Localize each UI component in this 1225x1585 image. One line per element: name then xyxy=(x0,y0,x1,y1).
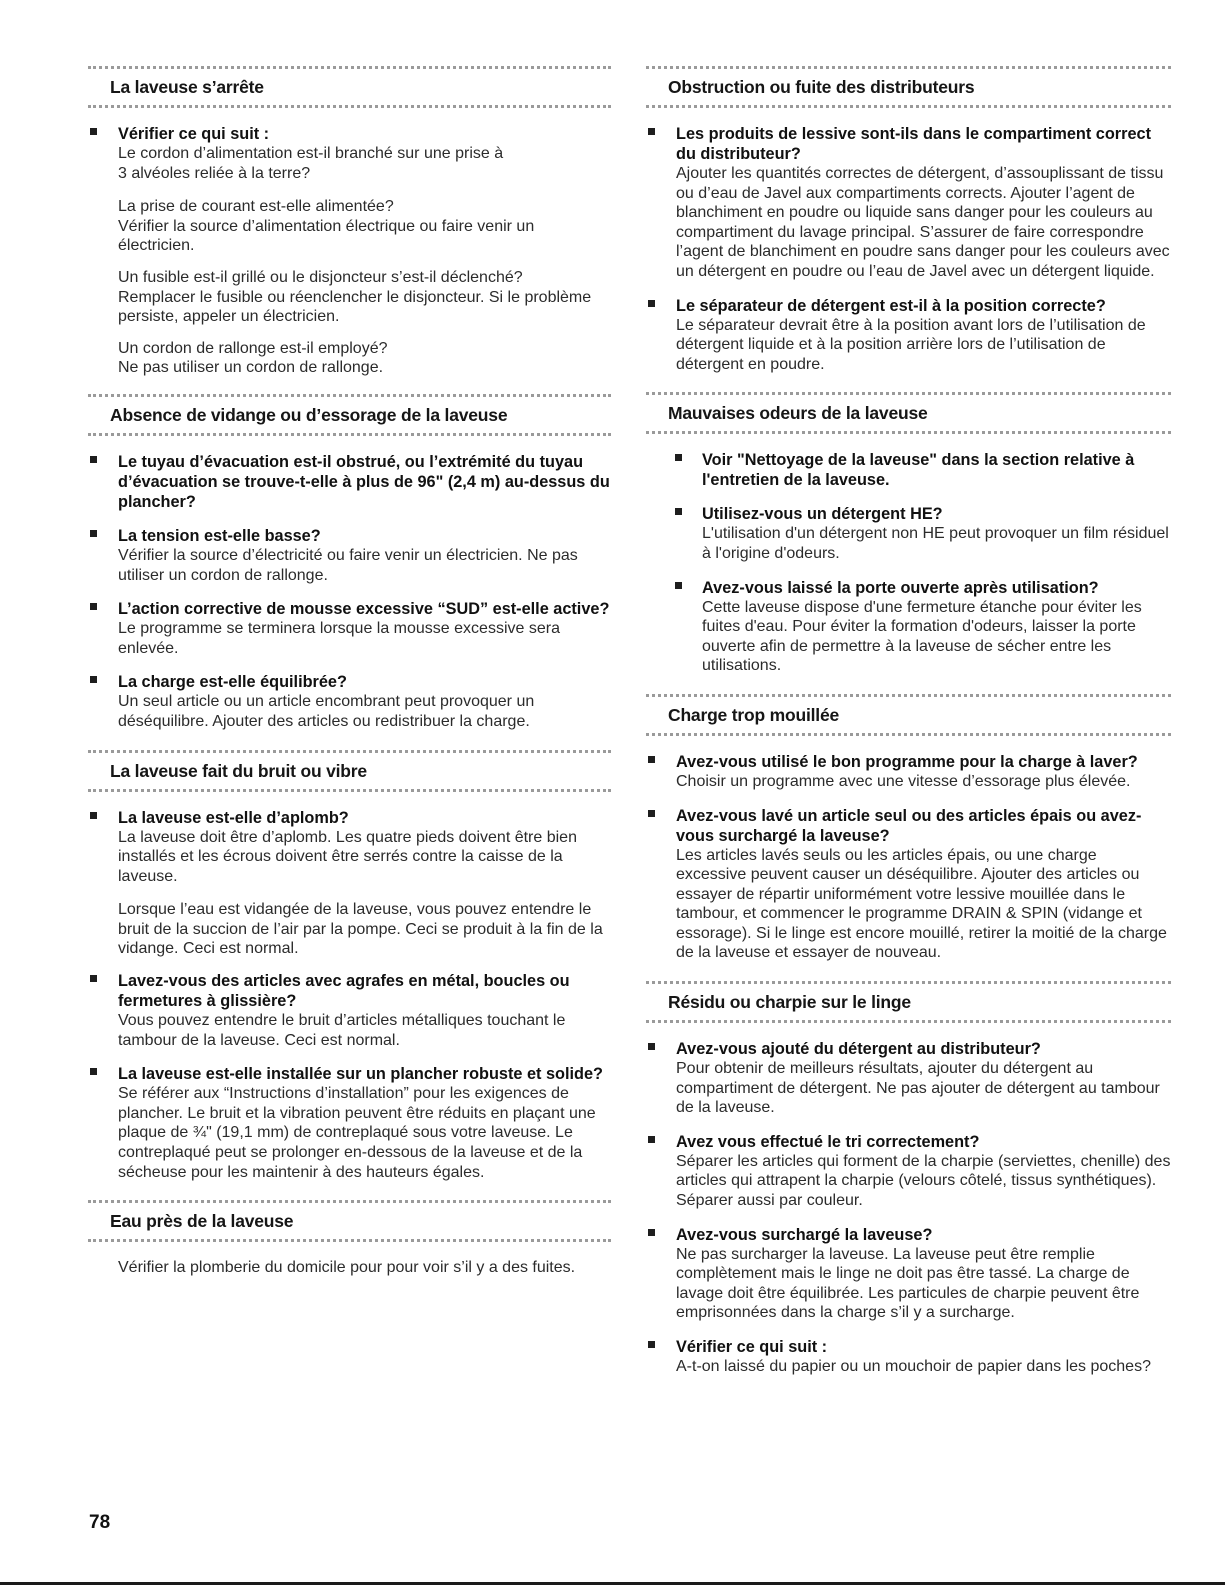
section-heading: Résidu ou charpie sur le linge xyxy=(646,981,1171,1023)
section-odors xyxy=(646,392,1171,676)
list-item xyxy=(88,971,611,1050)
section-washer-stops xyxy=(88,66,611,378)
list-item xyxy=(646,1337,1171,1377)
bullet-icon xyxy=(90,676,97,683)
bullet-icon xyxy=(90,530,97,537)
question: Voir "Nettoyage de la laveuse" dans la section relative à l'entretien de la laveuse. xyxy=(702,451,1135,490)
question: Vérifier ce qui suit : xyxy=(676,1338,828,1356)
bullet-icon xyxy=(648,128,655,135)
question: L’action corrective de mousse excessive “SUD” est-elle active? xyxy=(118,600,610,619)
answer: Le séparateur devrait être à la position avant lors de l’utilisation de détergent liquide et à la position arrière lors de l’utilisation de détergent en poudre. xyxy=(676,316,1146,373)
section-no-drain xyxy=(88,394,611,732)
answer: Ne pas surcharger la laveuse. La laveuse peut être remplie complètement mais le linge ne doit pas être tassé. La charge de lavage doit être équilibrée. Les particules de charpie peuvent être emprisonnées dans la charge s’il y a surcharge. xyxy=(676,1245,1140,1322)
list-item xyxy=(88,672,611,731)
question: La tension est-elle basse? xyxy=(118,526,321,545)
question: Avez-vous ajouté du détergent au distributeur? xyxy=(676,1040,1041,1059)
list-item xyxy=(646,1132,1171,1211)
answer: Choisir un programme avec une vitesse d’essorage plus élevée. xyxy=(676,772,1131,790)
list-item xyxy=(88,124,611,183)
bullet-icon xyxy=(90,1068,97,1075)
answer: Un seul article ou un article encombrant peut provoquer un déséquilibre. Ajouter des articles ou redistribuer la charge. xyxy=(118,693,535,730)
question: Avez-vous lavé un article seul ou des articles épais ou avez-vous surchargé la laveuse? xyxy=(676,806,1142,845)
paragraph: Un cordon de rallonge est-il employé? Ne pas utiliser un cordon de rallonge. xyxy=(118,339,388,377)
section-heading: La laveuse s’arrête xyxy=(88,66,611,108)
list-item xyxy=(646,1225,1171,1323)
list-item xyxy=(88,808,611,887)
list-item xyxy=(646,578,1171,676)
bullet-icon xyxy=(675,582,682,589)
list-item xyxy=(646,450,1171,490)
list-item xyxy=(88,452,611,512)
section-noise xyxy=(88,750,611,1183)
bullet-icon xyxy=(648,1136,655,1143)
list-item xyxy=(88,526,611,585)
paragraph: Un fusible est-il grillé ou le disjoncteur s’est-il déclenché? Remplacer le fusible ou réenclencher le disjoncteur. Si le problème persiste, appeler un électricien. xyxy=(118,268,592,326)
question: Les produits de lessive sont-ils dans le compartiment correct du distributeur? xyxy=(676,125,1152,163)
question: Avez-vous utilisé le bon programme pour la charge à laver? xyxy=(676,752,1138,771)
question: Avez-vous laissé la porte ouverte après utilisation? xyxy=(702,578,1099,597)
section-heading: Absence de vidange ou d’essorage de la laveuse xyxy=(88,394,611,436)
bullet-icon xyxy=(90,975,97,982)
answer: L'utilisation d'un détergent non HE peut provoquer un film résiduel à l'origine d'odeurs. xyxy=(702,525,1169,562)
section-heading: La laveuse fait du bruit ou vibre xyxy=(88,750,611,792)
bullet-icon xyxy=(90,128,97,135)
answer: La laveuse doit être d’aplomb. Les quatre pieds doivent être bien installés et les écrous doivent être serrés contre la caisse de la laveuse. xyxy=(118,828,577,885)
answer: Les articles lavés seuls ou les articles épais, ou une charge excessive peuvent causer un déséquilibre. Ajouter des articles ou essayer de répartir uniformément votre lessive mouillée dans le tambour, et commencer le programme DRAIN & SPIN (vidange et essorage). Si le linge est encore mouillé, retirer la moitié de la charge de la laveuse et essayer de nouveau. xyxy=(676,846,1167,962)
answer: Se référer aux “Instructions d’installation” pour les exigences de plancher. Le bruit et la vibration peuvent être réduits en plaçant une plaque de ¾" (19,1 mm) de contreplaqué sous votre laveuse. Le contreplaqué peut se prolonger en-dessous de la laveuse et de la sécheuse pour les maintenir à des hauteurs égales. xyxy=(118,1085,596,1181)
paragraph: La prise de courant est-elle alimentée? Vérifier la source d’alimentation électrique ou faire venir un électricien. xyxy=(118,198,535,255)
answer: Pour obtenir de meilleurs résultats, ajouter du détergent au compartiment de détergent. Ne pas ajouter de détergent au tambour de la laveuse. xyxy=(676,1060,1160,1117)
section-heading: Eau près de la laveuse xyxy=(88,1200,611,1242)
answer: Cette laveuse dispose d'une fermeture étanche pour éviter les fuites d'eau. Pour éviter la formation d'odeurs, laisser la porte ouverte afin de permettre à la laveuse de sécher entre les utilisations. xyxy=(702,598,1142,675)
bullet-icon xyxy=(648,300,655,307)
list-item xyxy=(646,124,1171,282)
right-column xyxy=(646,66,1171,1391)
section-heading: Obstruction ou fuite des distributeurs xyxy=(646,66,1171,108)
question: Le tuyau d’évacuation est-il obstrué, ou l’extrémité du tuyau d’évacuation se trouve-t-elle à plus de 96" (2,4 m) au-dessus du plancher? xyxy=(118,452,610,511)
section-lint xyxy=(646,981,1171,1377)
page-number: 78 xyxy=(89,1512,111,1533)
bullet-icon xyxy=(90,603,97,610)
question: Le séparateur de détergent est-il à la position correcte? xyxy=(676,296,1106,315)
question: Utilisez-vous un détergent HE? xyxy=(702,505,943,524)
bullet-icon xyxy=(648,1229,655,1236)
bullet-icon xyxy=(648,756,655,763)
bullet-icon xyxy=(648,1341,655,1348)
bullet-icon xyxy=(675,508,682,515)
question: La laveuse est-elle d’aplomb? xyxy=(118,808,349,827)
bullet-icon xyxy=(90,812,97,819)
answer: Séparer les articles qui forment de la charpie (serviettes, chenille) des articles qui attrapent la charpie (velours côtelé, tissus synthétiques). Séparer aussi par couleur. xyxy=(676,1152,1171,1210)
bullet-icon xyxy=(675,454,682,461)
left-column xyxy=(88,66,611,1290)
answer: Vous pouvez entendre le bruit d’articles métalliques touchant le tambour de la laveuse. Ceci est normal. xyxy=(118,1012,566,1049)
paragraph: Vérifier la plomberie du domicile pour pour voir s’il y a des fuites. xyxy=(118,1259,576,1277)
list-item xyxy=(646,296,1171,375)
question: La charge est-elle équilibrée? xyxy=(118,673,347,692)
question: Lavez-vous des articles avec agrafes en métal, boucles ou fermetures à glissière? xyxy=(118,972,570,1011)
section-heading: Mauvaises odeurs de la laveuse xyxy=(646,392,1171,434)
bullet-icon xyxy=(648,810,655,817)
list-item xyxy=(646,504,1171,563)
answer: Le cordon d’alimentation est-il branché sur une prise à 3 alvéoles reliée à la terre? xyxy=(118,145,504,182)
question: Vérifier ce qui suit : xyxy=(118,125,270,143)
list-item xyxy=(646,806,1171,964)
answer: Vérifier la source d’électricité ou faire venir un électricien. Ne pas utiliser un cordon de rallonge. xyxy=(118,546,578,584)
section-heading: Charge trop mouillée xyxy=(646,694,1171,736)
question: Avez-vous surchargé la laveuse? xyxy=(676,1225,933,1244)
list-item xyxy=(646,1039,1171,1118)
question: Avez vous effectué le tri correctement? xyxy=(676,1132,980,1151)
bullet-icon xyxy=(648,1043,655,1050)
answer: Le programme se terminera lorsque la mousse excessive sera enlevée. xyxy=(118,620,560,657)
paragraph: Lorsque l’eau est vidangée de la laveuse, vous pouvez entendre le bruit de la succion de l’air par la pompe. Ceci se produit à la fin de la vidange. Ceci est normal. xyxy=(118,901,603,958)
list-item xyxy=(88,1064,611,1182)
answer: Ajouter les quantités correctes de détergent, d’assouplissant de tissu ou d’eau de Javel aux compartiments corrects. Ajouter l’agent de blanchiment en poudre ou liquide sans danger pour les couleurs au compartiment du lavage principal. S’assurer de faire correspondre l’agent de blanchiment en poudre sans danger pour les couleurs avec un détergent en poudre ou l’eau de Javel avec un détergent liquide. xyxy=(676,165,1170,280)
bullet-icon xyxy=(90,456,97,463)
question: La laveuse est-elle installée sur un plancher robuste et solide? xyxy=(118,1065,603,1084)
list-item xyxy=(646,752,1171,792)
section-too-wet xyxy=(646,694,1171,963)
list-item xyxy=(88,599,611,658)
answer: A-t-on laissé du papier ou un mouchoir de papier dans les poches? xyxy=(676,1358,1151,1375)
section-dispenser xyxy=(646,66,1171,374)
section-water-near xyxy=(88,1200,611,1278)
